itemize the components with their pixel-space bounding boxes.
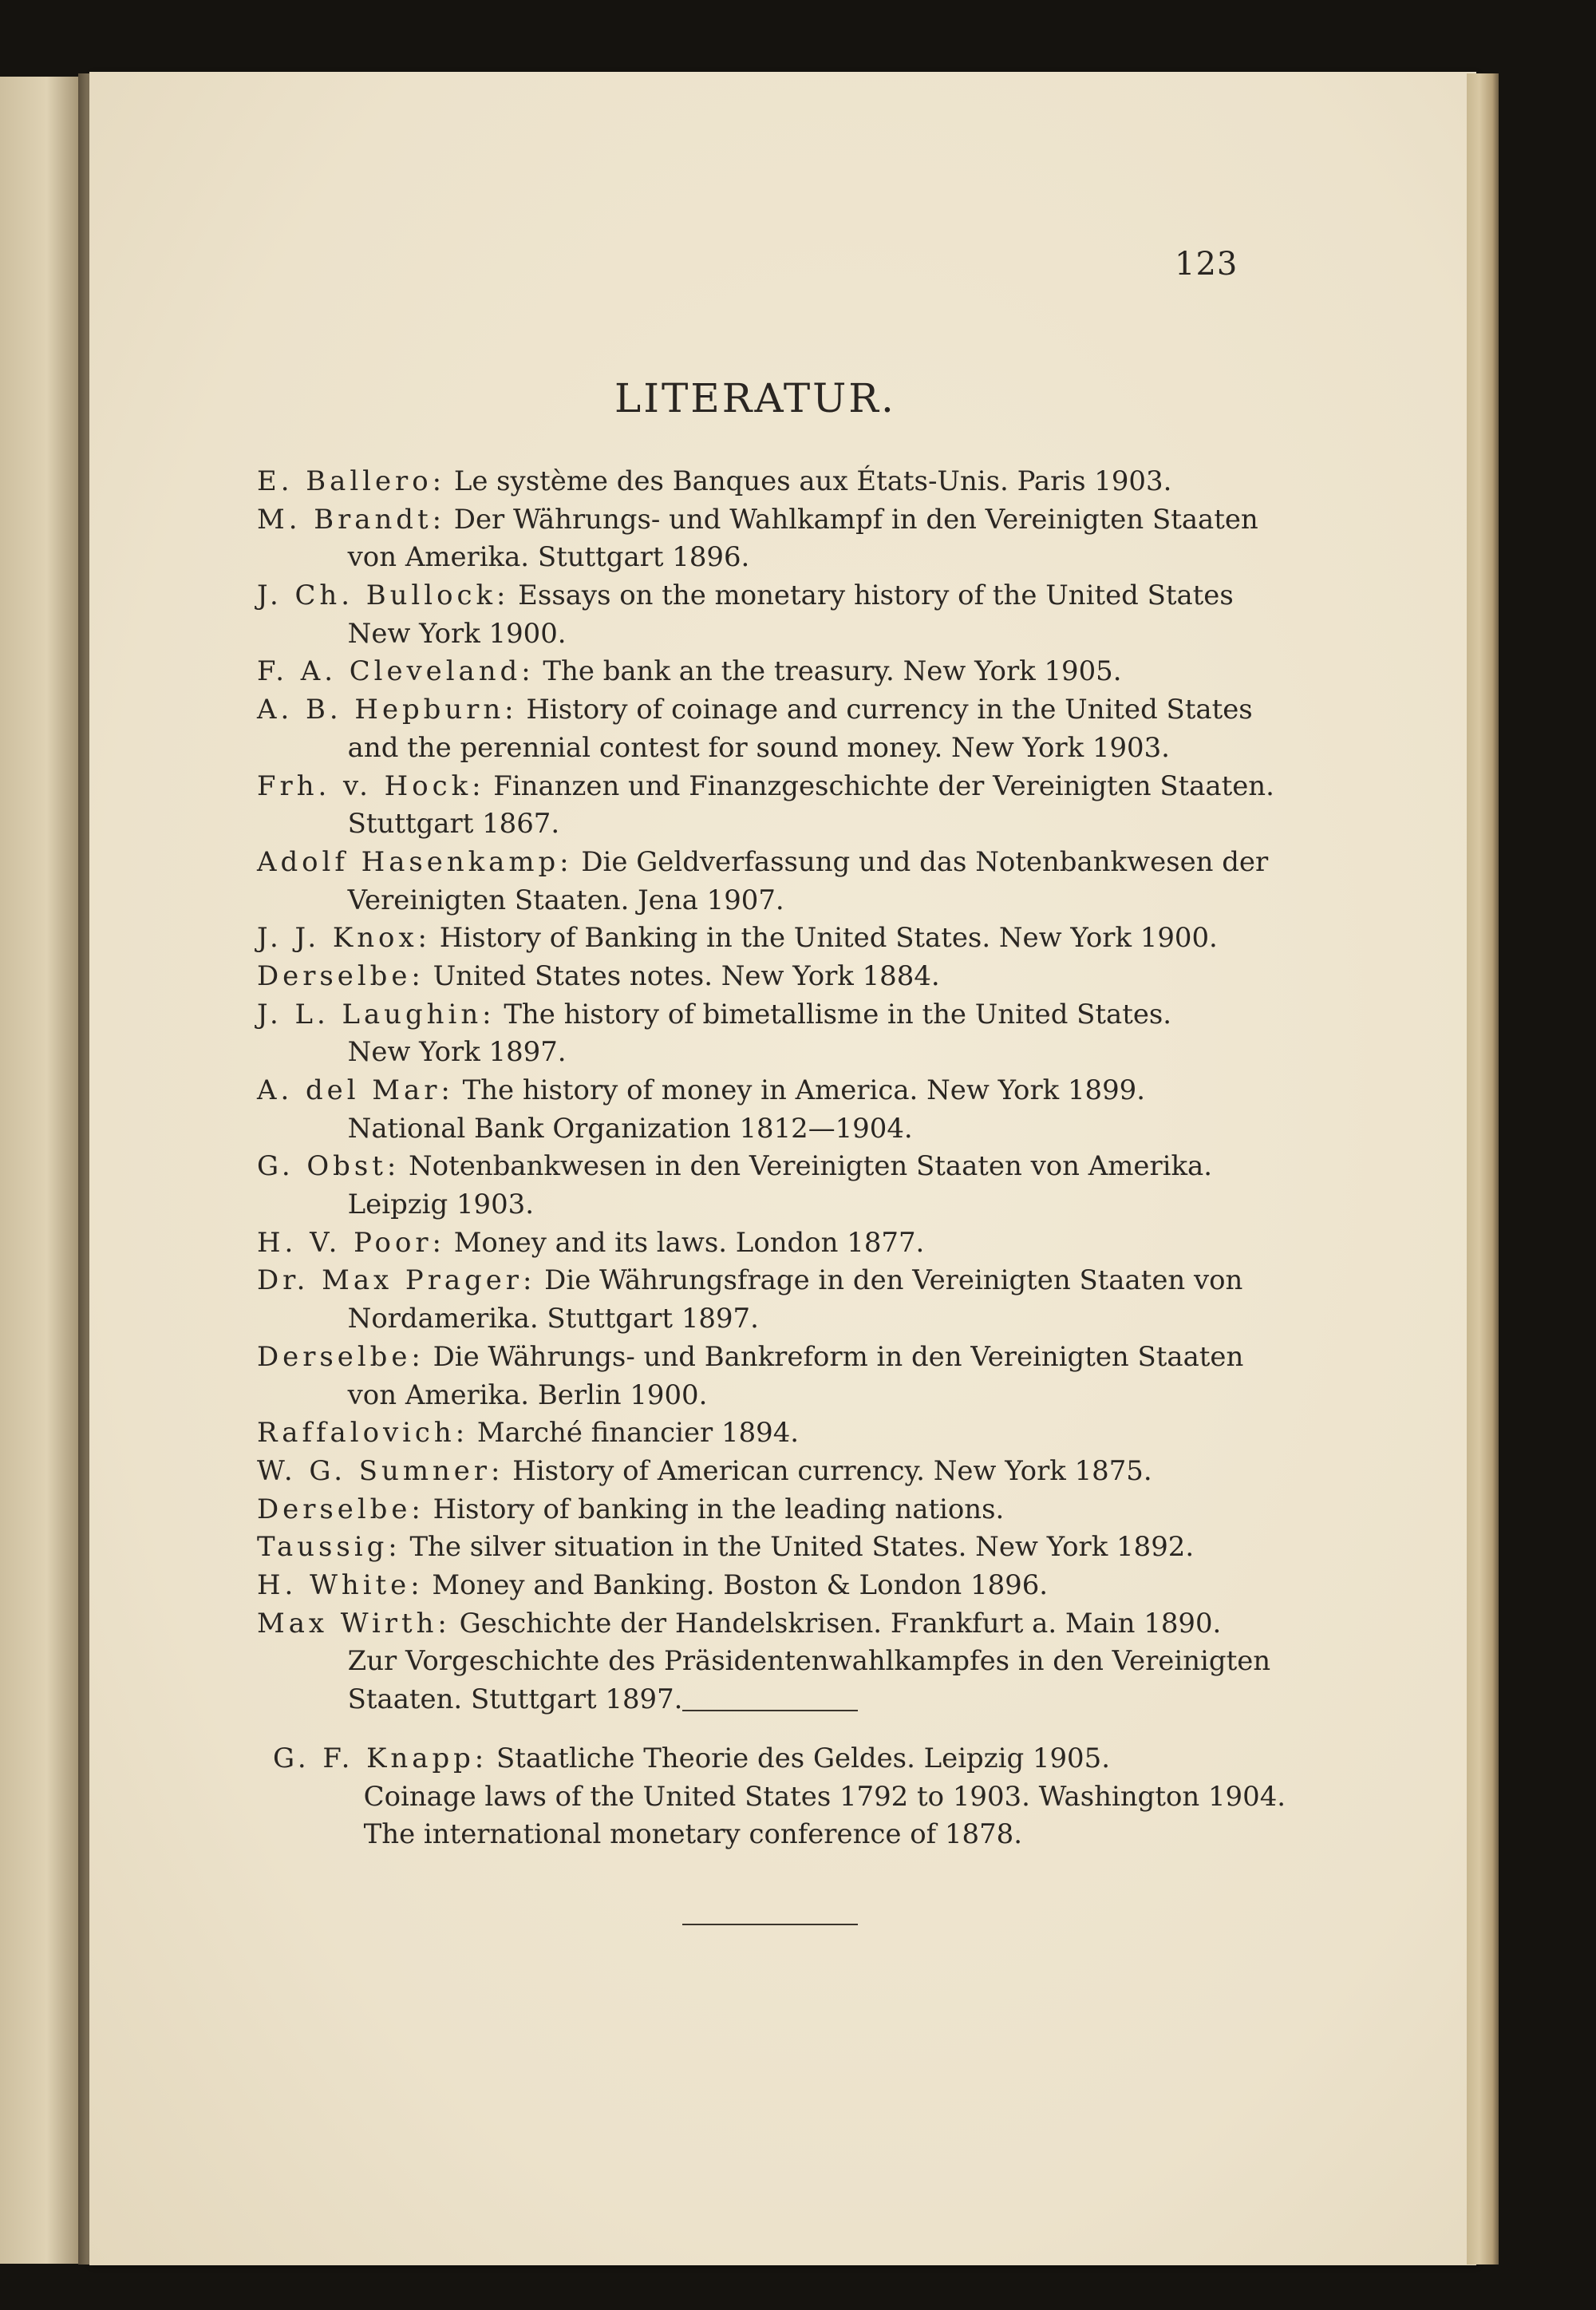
entry-text: Marché financier 1894. bbox=[476, 1417, 800, 1450]
entry-continuation-line: Coinage laws of the United States 1792 to 1903. Washington 1904. bbox=[363, 1780, 1286, 1813]
entry-continuation-line: von Amerika. Berlin 1900. bbox=[347, 1378, 708, 1411]
entry-continuation-line: New York 1900. bbox=[347, 617, 567, 650]
entry-text: Notenbankwesen in den Vereinigten Staaten von Amerika. bbox=[409, 1150, 1213, 1183]
entry-continuation-line: Zur Vorgeschichte des Präsidentenwahlkampfes in den Vereinigten bbox=[347, 1645, 1271, 1678]
entry-text: Die Geldverfassung und das Notenbankwesen der bbox=[581, 845, 1269, 878]
page-stack-edge bbox=[1467, 73, 1499, 2265]
entry-text: Die Währungsfrage in den Vereinigten Staaten von bbox=[544, 1264, 1243, 1297]
section-divider bbox=[682, 1710, 858, 1711]
entry-first-line bbox=[257, 1339, 1299, 1377]
entry-first-line bbox=[257, 996, 1299, 1034]
entry-text: Geschichte der Handelskrisen. Frankfurt a. Main 1890. bbox=[459, 1607, 1222, 1640]
entry-author: Raffalovich: bbox=[257, 1417, 469, 1450]
entry-text: History of banking in the leading nations. bbox=[433, 1493, 1005, 1525]
entry-text: Essays on the monetary history of the United States bbox=[518, 579, 1234, 612]
entry-continuation-line: Staaten. Stuttgart 1897. bbox=[347, 1683, 683, 1715]
entry-author: J. L. Laughin: bbox=[257, 998, 496, 1030]
entry-first-line bbox=[257, 1072, 1299, 1110]
entry-author: G. Obst: bbox=[257, 1150, 401, 1183]
page-number: 123 bbox=[1175, 246, 1238, 283]
entry-first-line bbox=[257, 1414, 1299, 1453]
entry-first-line bbox=[257, 691, 1299, 730]
entry-author: W. G. Sumner: bbox=[257, 1454, 504, 1487]
entry-first-line bbox=[257, 920, 1299, 958]
entry-author: Max Wirth: bbox=[257, 1607, 451, 1640]
entry-text: Finanzen und Finanzgeschichte der Vereinigten Staaten. bbox=[493, 769, 1274, 802]
entry-first-line bbox=[257, 1224, 1299, 1263]
entry-continuation-line: Stuttgart 1867. bbox=[347, 808, 560, 841]
left-page-edge bbox=[0, 77, 78, 2264]
entry-author: Derselbe: bbox=[257, 959, 425, 992]
entry-text: Staatliche Theorie des Geldes. Leipzig 1905. bbox=[496, 1742, 1110, 1774]
entry-text: The history of money in America. New York 1899. bbox=[462, 1074, 1146, 1106]
entry-continuation-line: von Amerika. Stuttgart 1896. bbox=[347, 541, 750, 574]
entry-text: History of coinage and currency in the United States bbox=[526, 694, 1253, 726]
entry-text: Le système des Banques aux États-Unis. Paris 1903. bbox=[453, 465, 1172, 497]
entry-text: The bank an the treasury. New York 1905. bbox=[543, 655, 1122, 688]
entry-author: Derselbe: bbox=[257, 1493, 425, 1525]
entry-first-line bbox=[257, 1453, 1299, 1491]
entry-text: The history of bimetallisme in the United States. bbox=[504, 998, 1172, 1030]
entry-first-line bbox=[257, 463, 1299, 501]
entry-text: Money and Banking. Boston & London 1896. bbox=[432, 1568, 1049, 1601]
entry-first-line bbox=[257, 1148, 1299, 1186]
entry-author: Adolf Hasenkamp: bbox=[257, 845, 573, 878]
entry-author: M. Brandt: bbox=[257, 503, 446, 536]
end-divider bbox=[682, 1924, 858, 1925]
entry-author: Dr. Max Prager: bbox=[257, 1264, 536, 1297]
entry-continuation-line: and the perennial contest for sound money. New York 1903. bbox=[347, 731, 1170, 764]
entry-continuation-line: Leipzig 1903. bbox=[347, 1189, 535, 1221]
entry-first-line bbox=[257, 577, 1299, 615]
entry-text: History of Banking in the United States. New York 1900. bbox=[439, 922, 1218, 955]
entry-author: A. B. Hepburn: bbox=[257, 694, 518, 726]
entry-author: Taussig: bbox=[257, 1531, 401, 1564]
entry-author: J. J. Knox: bbox=[257, 922, 431, 955]
bibliography-list bbox=[257, 463, 1302, 1719]
entry-first-line bbox=[257, 1605, 1299, 1644]
entry-text: Die Währungs- und Bankreform in den Vereinigten Staaten bbox=[433, 1340, 1244, 1373]
entry-author: H. V. Poor: bbox=[257, 1226, 445, 1259]
entry-continuation-line: New York 1897. bbox=[347, 1036, 567, 1069]
entry-first-line bbox=[257, 1491, 1299, 1529]
entry-text: Der Währungs- und Wahlkampf in den Vereinigten Staaten bbox=[453, 503, 1258, 536]
page-heading: LITERATUR. bbox=[614, 375, 896, 421]
entry-text: History of American currency. New York 1875. bbox=[512, 1454, 1152, 1487]
entry-first-line bbox=[257, 958, 1299, 996]
entry-continuation-line: Vereinigten Staaten. Jena 1907. bbox=[347, 884, 784, 916]
entry-first-line bbox=[257, 1567, 1299, 1605]
entry-continuation-line: Nordamerika. Stuttgart 1897. bbox=[347, 1303, 759, 1335]
entry-author: Derselbe: bbox=[257, 1340, 425, 1373]
entry-text: The silver situation in the United States. New York 1892. bbox=[409, 1531, 1195, 1564]
entry-first-line bbox=[257, 768, 1299, 806]
entry-author: Frh. v. Hock: bbox=[257, 769, 485, 802]
entry-author: A. del Mar: bbox=[257, 1074, 454, 1106]
entry-continuation-line: National Bank Organization 1812—1904. bbox=[347, 1112, 913, 1145]
entry-first-line bbox=[257, 653, 1299, 691]
entry-author: E. Ballero: bbox=[257, 465, 446, 497]
entry-first-line bbox=[257, 1262, 1299, 1300]
entry-text: United States notes. New York 1884. bbox=[433, 959, 940, 992]
entry-first-line bbox=[257, 501, 1299, 540]
entry-first-line bbox=[257, 1529, 1299, 1567]
entry-author: F. A. Cleveland: bbox=[257, 655, 535, 688]
entry-author: G. F. Knapp: bbox=[273, 1742, 488, 1774]
entry-first-line bbox=[257, 844, 1299, 882]
entry-text: Money and its laws. London 1877. bbox=[453, 1226, 925, 1259]
entry-first-line bbox=[273, 1740, 1307, 1778]
entry-author: J. Ch. Bullock: bbox=[257, 579, 510, 612]
addendum-entry bbox=[273, 1740, 1310, 1854]
entry-continuation-line: The international monetary conference of 1878. bbox=[363, 1818, 1023, 1851]
entry-author: H. White: bbox=[257, 1568, 424, 1601]
